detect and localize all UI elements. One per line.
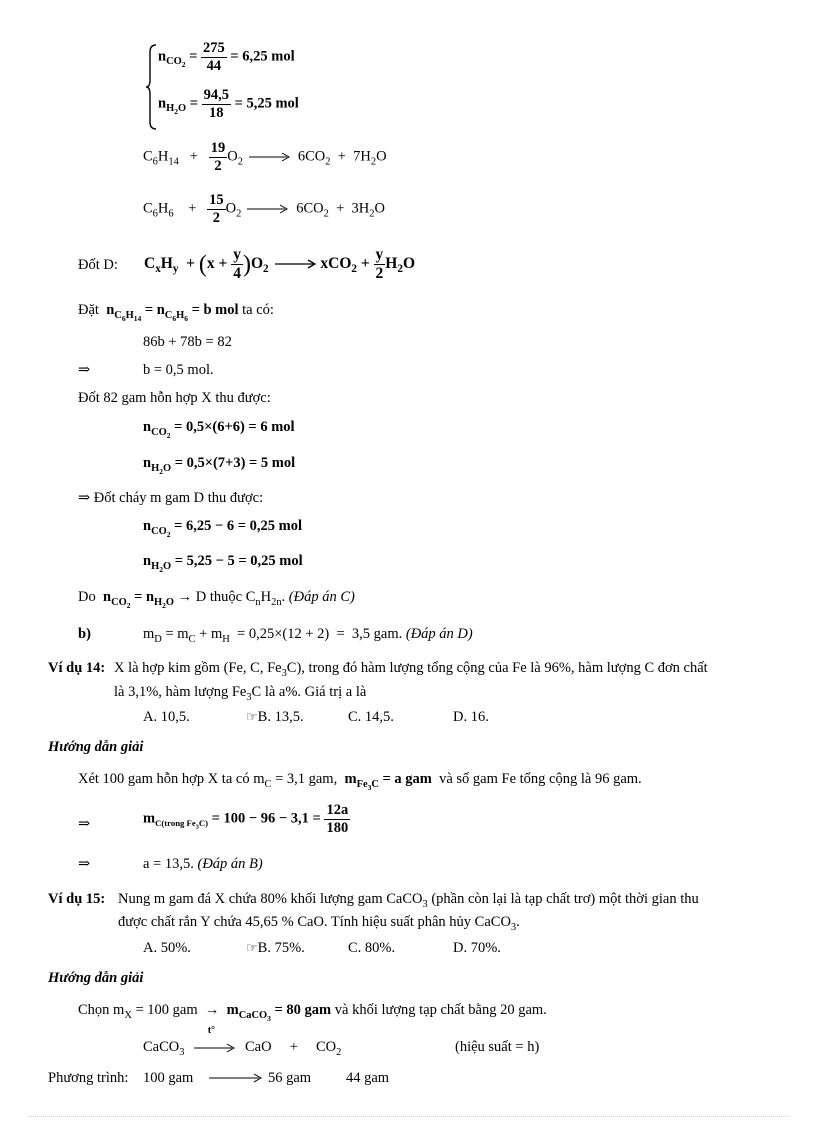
n-h2o-equation: $n_{H_2O}$ = $\frac{94,5}{18}$ = 5,25 mol (158, 87, 299, 121)
example-15-text-2: được chất rắn Y chứa 45,65 % CaO. Tính hiệu suất phân hủy CaCO$_3$. (118, 914, 520, 933)
mass-44: 44 gam (346, 1070, 390, 1086)
example-15-text-1: Nung m gam đá X chứa 80% khối lượng gam CaCO$_3$ (phần còn lại là tạp chất trơ) một thời gian thu (118, 891, 699, 910)
solution-15-line-1: Chọn $m_X = 100$ gam → $m_{CaCO_3} = 80$ gam và khối lượng tạp chất bằng 20 gam. (78, 1002, 547, 1023)
reaction-c6h6: $C_6H_6$ + $\frac{15}{2}$ $O_2$ $6CO_2 + 3H_2O$ (143, 192, 385, 226)
solution-14-line-1: Xét 100 gam hỗn hợp X ta có $m_C = 3,1$ gam, $m_{Fe_3C} = a$ gam và số gam Fe tổng cộng là 96 gam. (78, 771, 642, 792)
do-line: Do $n_{CO_2} = n_{H_2O} \to D$ thuộc $C_nH_{2n}$. (Đáp án C) (78, 589, 355, 610)
mass-100: 100 gam (143, 1070, 194, 1086)
example-15-label: Ví dụ 15: (48, 891, 106, 907)
pointing-hand-icon: ☞ (246, 940, 258, 955)
option-d: D. 16. (453, 709, 489, 725)
eq-86b: 86b + 78b = 82 (143, 334, 232, 350)
n-co2-calc: $n_{CO_2} = 0,5\times(6+6) = 6$ mol (143, 419, 295, 440)
eq-b: b = 0,5 mol. (143, 362, 214, 378)
option-a: A. 10,5. (143, 709, 190, 725)
pointing-hand-icon: ☞ (246, 709, 258, 724)
mass-56: 56 gam (268, 1070, 312, 1086)
n-h2o-d: $n_{H_2O} = 5,25 - 5 = 0,25$ mol (143, 553, 303, 574)
reaction-c6h14: $C_6H_{14}$ + $\frac{19}{2}$ $O_2$ $6CO_2 + 7H_2O$ (143, 140, 387, 174)
guide-heading-15: Hướng dẫn giải (48, 970, 144, 986)
caco3-reaction: CaCO$_3$ t° CaO + $CO_2$ (143, 1025, 342, 1058)
guide-heading-14: Hướng dẫn giải (48, 739, 144, 755)
option-c-15: C. 80%. (348, 940, 396, 956)
option-b: ☞B. 13,5. (246, 709, 304, 725)
burn-d-label: Đốt D: (78, 257, 118, 273)
option-a-15: A. 50%. (143, 940, 191, 956)
mass-arrow (207, 1073, 263, 1083)
option-d-15: D. 70%. (453, 940, 501, 956)
n-co2-equation: $n_{CO_2}$ = $\frac{275}{44}$ = 6,25 mol (158, 40, 295, 74)
burn-d-line: ⇒ Đốt cháy m gam D thu được: (78, 490, 264, 506)
yield-note: (hiệu suất = h) (455, 1039, 540, 1055)
left-brace (146, 44, 158, 130)
dat-line: Đặt $n_{C_6H_{14}} = n_{C_6H_6} = b$ mol ta có: (78, 302, 274, 323)
burn-d-equation: $C_xH_y + (x$ + $\frac{y}{4}$ )$O_2$ xCO$_2$ + $\frac{y}{2}$ $H_2O$ (144, 246, 415, 282)
option-c: C. 14,5. (348, 709, 394, 725)
option-b-15: ☞B. 75%. (246, 940, 305, 956)
part-b-label: b) (78, 626, 91, 642)
implies-arrow: ⇒ (78, 362, 91, 378)
part-b-expr: $m_D = m_C + m_H = 0,25\times(12 + 2) = 3,5$ gam. (Đáp án D) (143, 626, 473, 645)
example-14-text-2: là 3,1%, hàm lượng $Fe_3C$ là a%. Giá trị a là (114, 684, 367, 703)
n-h2o-calc: $n_{H_2O} = 0,5\times(7+3) = 5$ mol (143, 455, 296, 476)
example-14-text-1: X là hợp kim gồm (Fe, C, $Fe_3C$), trong đó hàm lượng tổng cộng của Fe là 96%, hàm lượng C đơn chất (114, 660, 708, 679)
n-co2-d: $n_{CO_2} = 6,25 - 6 = 0,25$ mol (143, 518, 303, 539)
burn-x-line: Đốt 82 gam hỗn hợp X thu được: (78, 390, 271, 406)
implies-arrow-3: ⇒ (78, 856, 91, 872)
solution-14-line-3: a = 13,5. (Đáp án B) (143, 856, 263, 872)
solution-14-line-2: $m_{C(trong Fe_3C)} = 100 - 96 - 3,1$ = $\frac{12a}{180}$ (143, 802, 349, 836)
equation-label: Phương trình: (48, 1070, 129, 1086)
example-14-label: Ví dụ 14: (48, 660, 106, 676)
page-footer-divider (28, 1116, 788, 1117)
implies-arrow-2: ⇒ (78, 816, 91, 832)
